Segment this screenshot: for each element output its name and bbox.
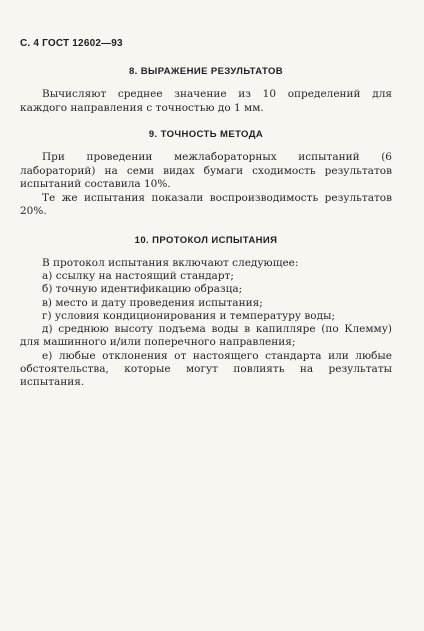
list-item: г) условия кондиционирования и температуру воды;: [42, 309, 335, 322]
section-10-title: 10. ПРОТОКОЛ ИСПЫТАНИЯ: [134, 234, 278, 246]
section-9-paragraph-1: При проведении межлабораторных испытаний (6 лабораторий) на семи видах бумаги сходимость результатов испытаний составила 10%.: [20, 151, 392, 190]
list-item: в) место и дату проведения испытания;: [42, 296, 263, 309]
section-10-intro: В протокол испытания включают следующее:: [42, 256, 299, 269]
page-header: С. 4 ГОСТ 12602—93: [20, 38, 123, 49]
list-item: б) точную идентификацию образца;: [42, 283, 243, 296]
section-8-title: 8. ВЫРАЖЕНИЕ РЕЗУЛЬТАТОВ: [128, 66, 284, 77]
section-8-text: Вычисляют среднее значение из 10 определений для каждого направления с точностью до 1 мм.: [20, 88, 392, 114]
section-9-title: 9. ТОЧНОСТЬ МЕТОДА: [148, 129, 264, 140]
section-9-paragraph-2: Те же испытания показали воспроизводимость результатов 20%.: [20, 191, 392, 217]
list-item: е) любые отклонения от настоящего стандарта или любые обстоятельства, которые могут повлиять на результаты испытания.: [20, 349, 392, 389]
list-item: д) среднюю высоту подъема воды в капилляре (по Клемму) для машинного и/или поперечного направления;: [20, 323, 392, 349]
list-item: а) ссылку на настоящий стандарт;: [42, 270, 234, 282]
protocol-list: [20, 270, 392, 390]
